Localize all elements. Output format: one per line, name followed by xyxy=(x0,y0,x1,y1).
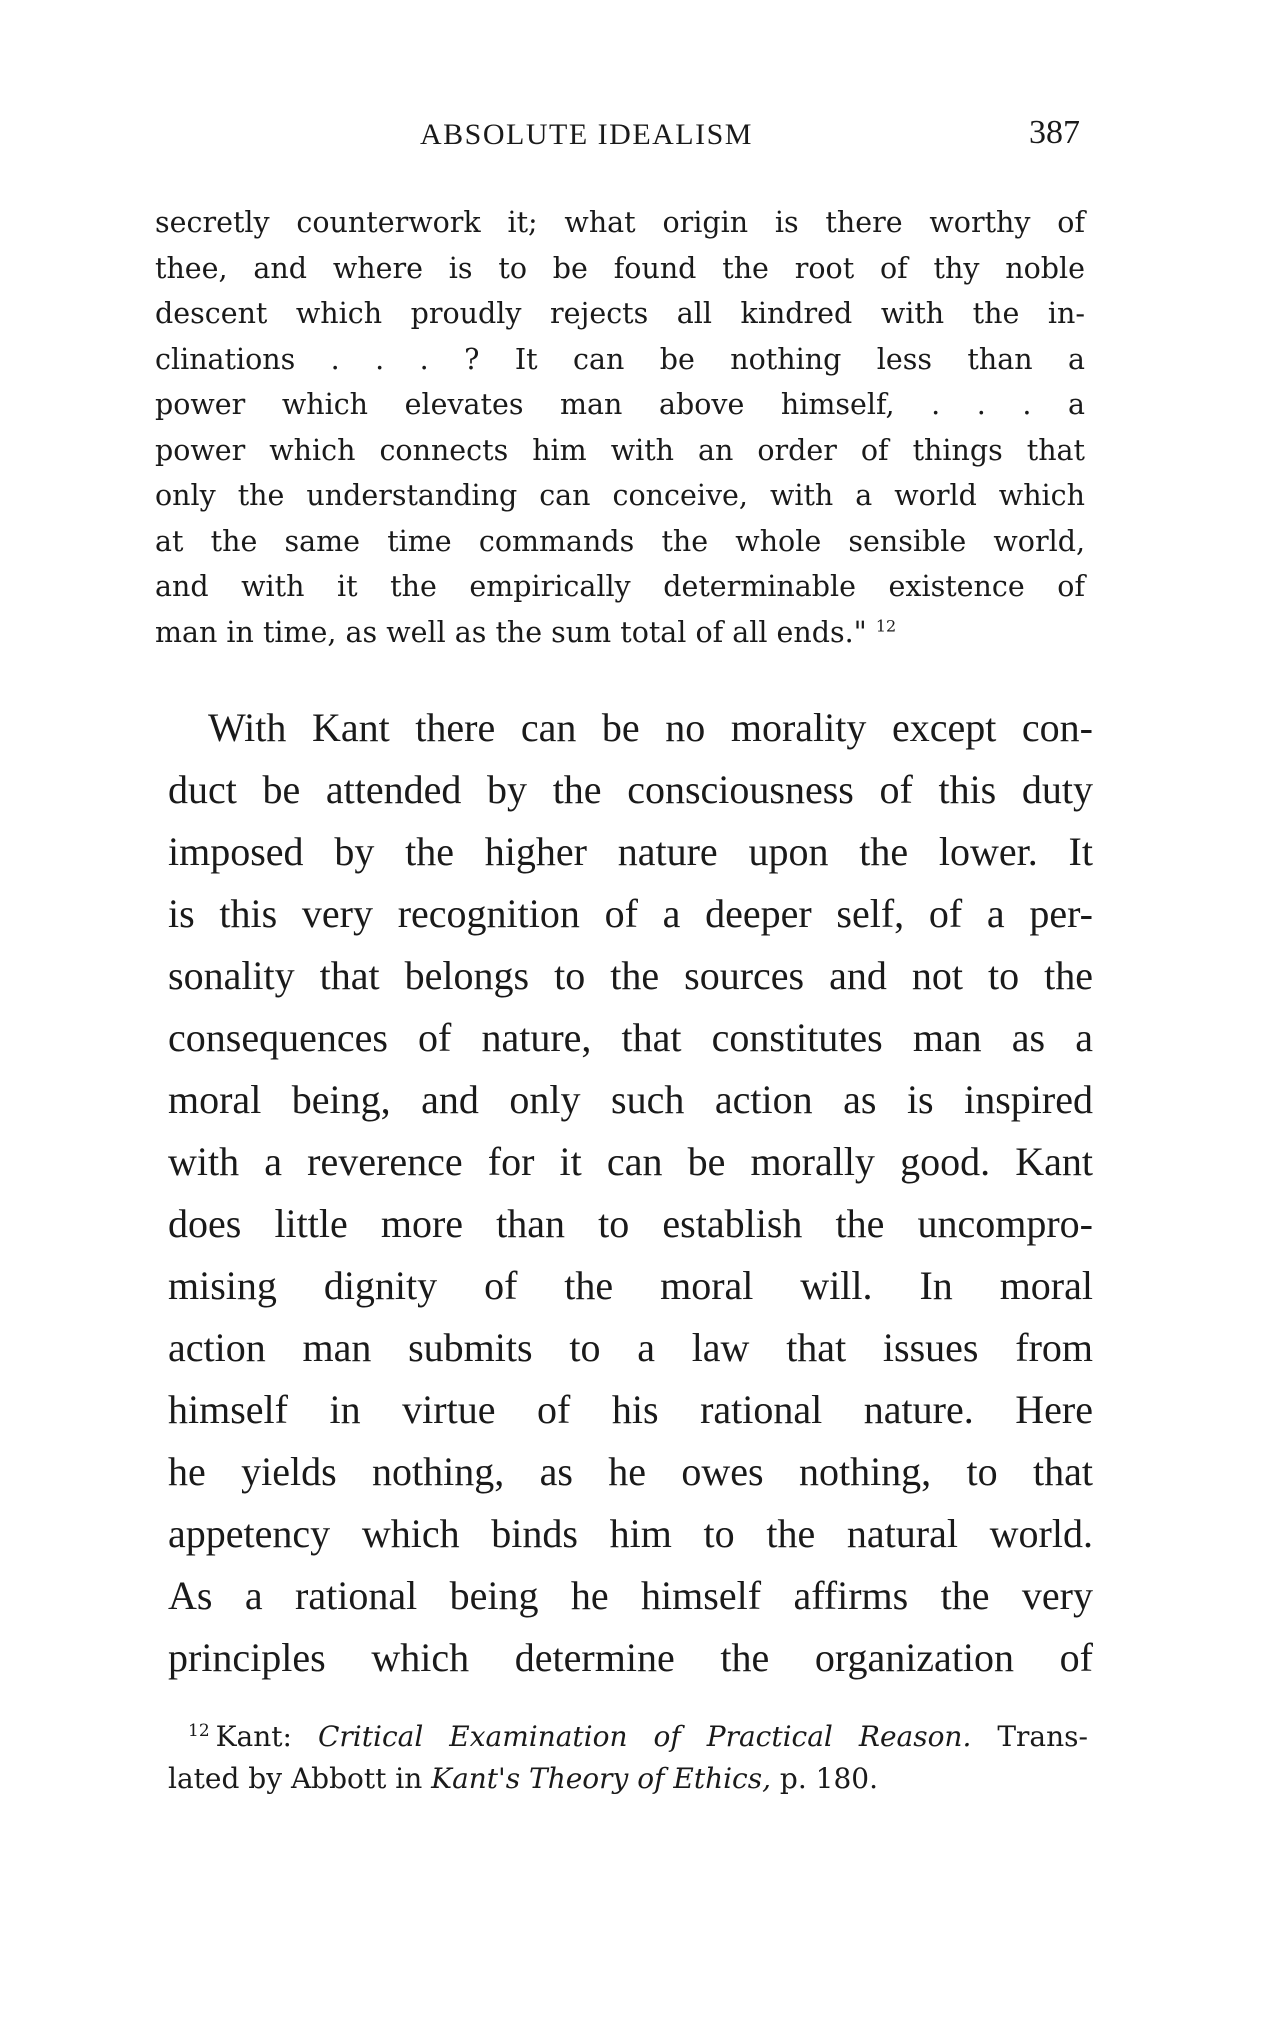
footnote-marker: 12 xyxy=(188,1720,210,1741)
body-line: mising dignity of the moral will. In moral xyxy=(168,1263,1093,1308)
quote-line: descent which proudly rejects all kindred with the in- xyxy=(155,297,1085,330)
body-line: imposed by the higher nature upon the lower. It xyxy=(168,829,1093,874)
body-line: As a rational being he himself affirms the very xyxy=(168,1573,1093,1618)
footnote-line xyxy=(188,1716,1088,1758)
quote-line: clinations . . . ? It can be nothing less than a xyxy=(155,342,1085,376)
running-title: ABSOLUTE IDEALISM xyxy=(420,118,753,151)
body-line: with a reverence for it can be morally good. Kant xyxy=(168,1139,1093,1184)
footnote-author: Kant: xyxy=(215,1720,318,1753)
body-line: action man submits to a law that issues from xyxy=(168,1325,1093,1370)
page-number: 387 xyxy=(1029,114,1080,151)
footnote-text: lated by Abbott in xyxy=(168,1762,432,1795)
body-line: he yields nothing, as he owes nothing, to that xyxy=(168,1449,1093,1494)
body-line: consequences of nature, that constitutes man as a xyxy=(168,1015,1093,1060)
footnote-text: Trans- xyxy=(971,1720,1088,1753)
quote-line: and with it the empirically determinable existence of xyxy=(155,570,1085,603)
running-head xyxy=(150,114,1080,158)
quote-line-last xyxy=(155,610,1085,656)
footnote-page-ref: p. 180. xyxy=(771,1762,878,1795)
footnote xyxy=(168,1716,1088,1800)
body-line: is this very recognition of a deeper self, of a per- xyxy=(168,891,1093,936)
body-line: With Kant there can be no morality except con- xyxy=(208,705,1093,750)
quote-line: secretly counterwork it; what origin is there worthy of xyxy=(155,206,1085,239)
body-line: does little more than to establish the uncompro- xyxy=(168,1201,1093,1246)
block-quote xyxy=(155,200,1085,655)
body-line: principles which determine the organization of xyxy=(168,1635,1093,1680)
quote-line-text: man in time, as well as the sum total of all ends." xyxy=(155,615,867,649)
quote-line: only the understanding can conceive, with a world which xyxy=(155,479,1085,512)
footnote-work-title: Critical Examination of Practical Reason. xyxy=(317,1720,972,1753)
quote-line: thee, and where is to be found the root of thy noble xyxy=(155,251,1085,285)
quote-line: power which connects him with an order of things that xyxy=(155,433,1085,467)
footnote-line xyxy=(168,1758,1088,1800)
body-line: duct be attended by the consciousness of this duty xyxy=(168,767,1093,812)
body-line: appetency which binds him to the natural world. xyxy=(168,1511,1093,1556)
quote-line: at the same time commands the whole sensible world, xyxy=(155,524,1085,558)
footnote-reference: 12 xyxy=(875,616,897,635)
body-line: himself in virtue of his rational nature. Here xyxy=(168,1387,1093,1432)
body-line: sonality that belongs to the sources and not to the xyxy=(168,953,1093,998)
body-line: moral being, and only such action as is inspired xyxy=(168,1077,1093,1122)
quote-line: power which elevates man above himself, . . . a xyxy=(155,388,1085,421)
footnote-book-title: Kant's Theory of Ethics, xyxy=(431,1762,772,1795)
body-paragraph xyxy=(168,697,1093,1689)
